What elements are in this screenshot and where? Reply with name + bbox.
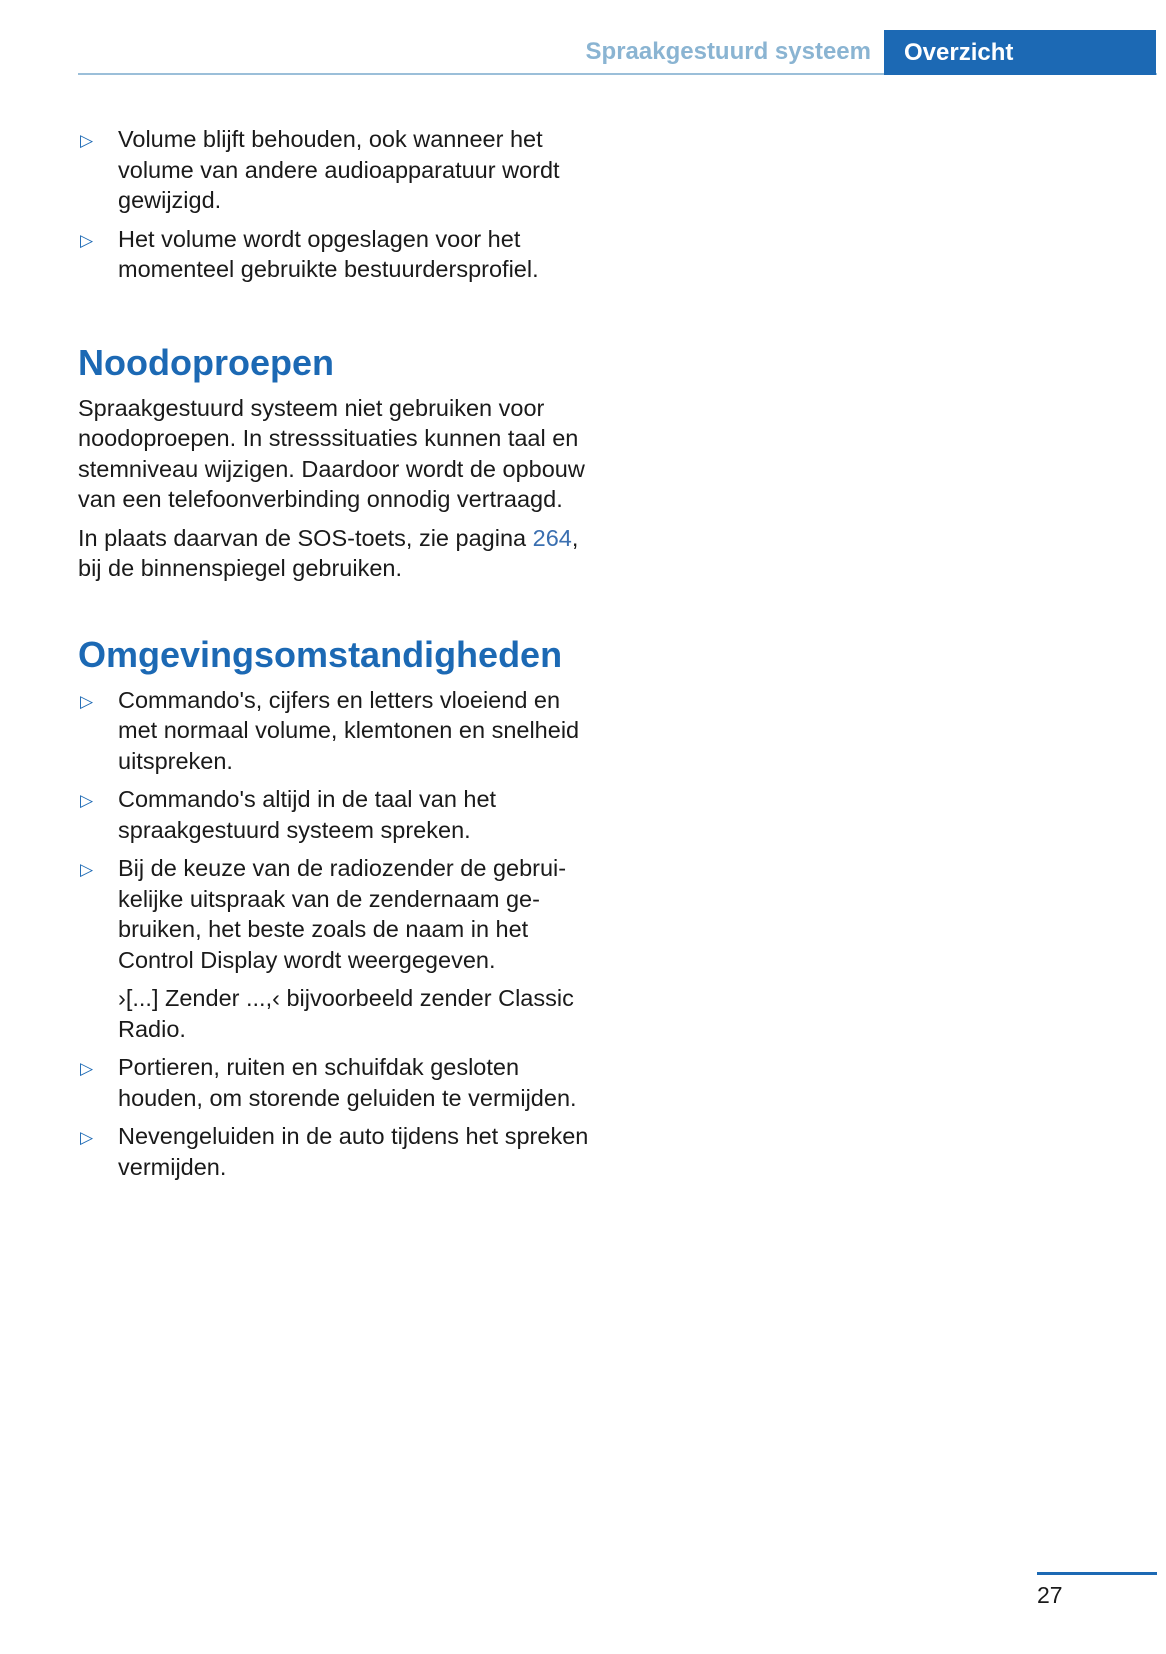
bullet-triangle-icon: ▷ (80, 131, 94, 150)
page-reference-link[interactable]: 264 (532, 524, 572, 551)
list-item-text: Portieren, ruiten en schuifdak gesloten houden, om storende geluiden te vermijden. (118, 1054, 577, 1111)
emergency-paragraph: Spraakgestuurd systeem niet gebruiken voor noodoproepen. In stresssituaties kunnen taal en stemniveau wijzigen. Daardoor wordt de opbouw van een telefoonverbinding onnodig vertraagd. (78, 394, 585, 512)
list-item (78, 784, 598, 845)
list-item-text: Het volume wordt opgeslagen voor het momenteel gebruikte bestuurdersprofiel. (118, 225, 539, 282)
list-item-text: Commando's altijd in de taal van het spraakgestuurd systeem spreken. (118, 786, 497, 843)
list-item (78, 853, 598, 1044)
sos-paragraph (78, 523, 598, 584)
bullet-triangle-icon: ▷ (80, 1059, 94, 1078)
section-title: Spraakgestuurd systeem (585, 38, 871, 65)
conditions-bullet-list (78, 685, 598, 1183)
bullet-triangle-icon: ▷ (80, 230, 94, 250)
bullet-triangle-icon: ▷ (80, 860, 94, 879)
bullet-triangle-icon: ▷ (80, 791, 94, 810)
list-item-text: Nevengeluiden in de auto tijdens het spreken vermijden. (118, 1123, 589, 1180)
list-item-text: Volume blijft behouden, ook wanneer het volume van andere audioapparatuur wordt gewijzigd. (118, 126, 560, 213)
conditions-heading: Omgevingsomstandigheden (78, 633, 563, 675)
sos-text-after: , bij de binnenspiegel gebruiken. (78, 524, 579, 581)
list-item (78, 124, 598, 216)
list-item (78, 1052, 598, 1113)
list-item (78, 1121, 598, 1182)
page-number: 27 (1037, 1582, 1063, 1608)
list-item (78, 685, 598, 777)
example-text: ›[...] Zender ...,‹ bijvoorbeeld zender Classic Radio. (118, 985, 574, 1042)
bullet-triangle-icon: ▷ (80, 1128, 94, 1147)
list-item-text: Bij de keuze van de radiozender de gebruikelijke uitspraak van de zendernaam gebruiken, het beste zoals de naam in het Control Display wordt weergegeven. (118, 855, 567, 973)
bullet-triangle-icon: ▷ (80, 691, 94, 711)
emergency-heading: Noodoproepen (78, 341, 334, 383)
footer-rule (1037, 1572, 1157, 1575)
list-item (78, 224, 598, 285)
intro-bullet-list (78, 124, 598, 285)
page-content (78, 124, 598, 1190)
sos-text-before: In plaats daarvan de SOS-toets, zie pagina (78, 524, 533, 551)
chapter-tab: Overzicht (884, 30, 1156, 75)
list-item-text: Commando's, cijfers en letters vloeiend en met normaal volume, klemtonen en snelheid uitspreken. (118, 686, 580, 774)
